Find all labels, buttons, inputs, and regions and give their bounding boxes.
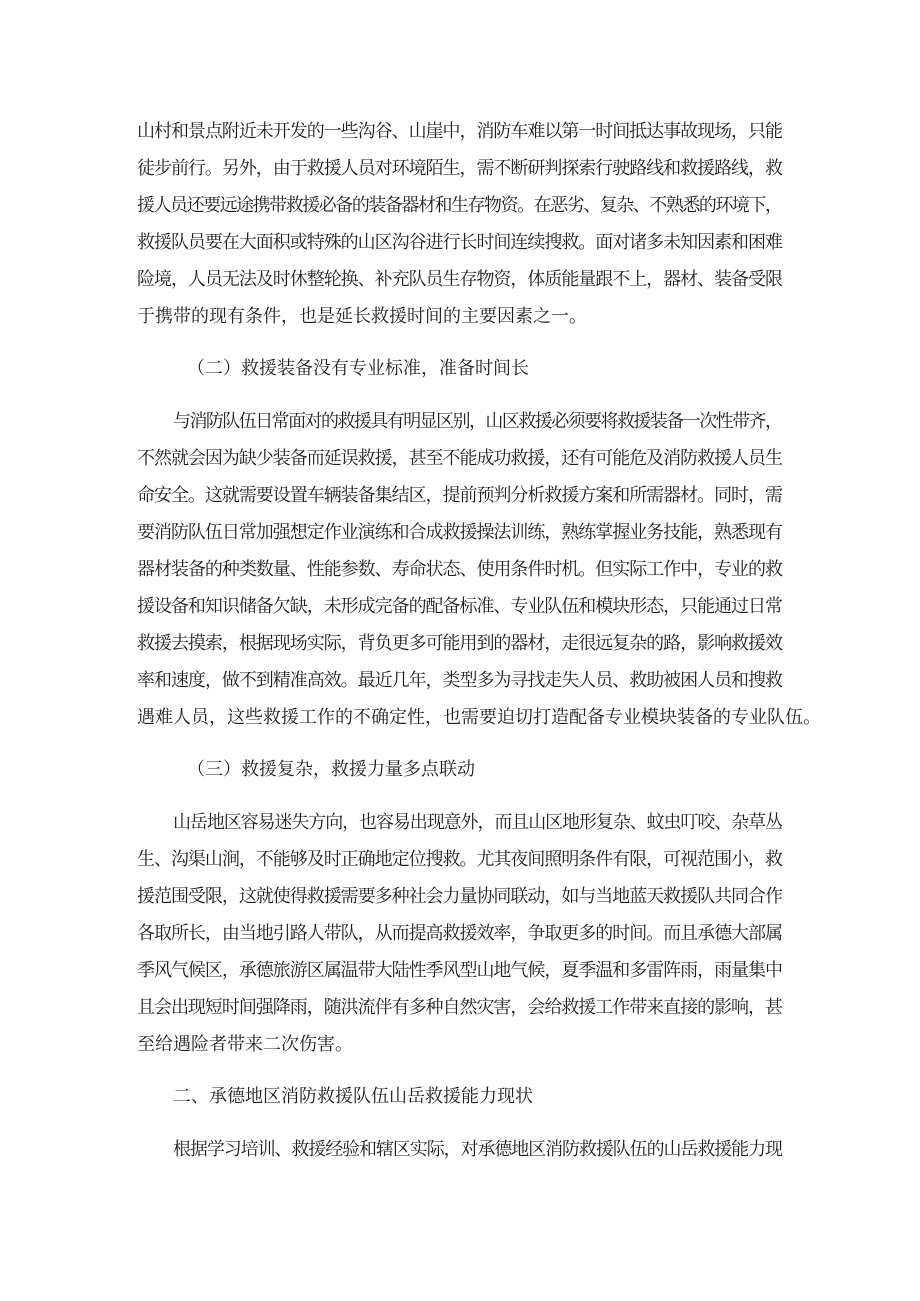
- text-line: 援范围受限，这就使得救援需要多种社会力量协同联动，如与当地蓝天救援队共同合作: [137, 886, 782, 907]
- text-line: 救援队员要在大面积或特殊的山区沟谷进行长时间连续搜救。面对诸多未知因素和困难: [137, 232, 782, 253]
- text-line: 徒步前行。另外，由于救援人员对环境陌生，需不断研判探索行驶路线和救援路线，救: [137, 158, 782, 179]
- text-line: 山岳地区容易迷失方向，也容易出现意外，而且山区地形复杂、蚊虫叮咬、杂草丛: [173, 812, 782, 833]
- text-line: 生、沟渠山涧，不能够及时正确地定位搜救。尤其夜间照明条件有限，可视范围小，救: [137, 849, 782, 870]
- text-line: 援设备和知识储备欠缺，未形成完备的配备标准、专业队伍和模块形态，只能通过日常: [137, 596, 782, 617]
- text-line: 且会出现短时间强降雨，随洪流伴有多种自然灾害，会给救援工作带来直接的影响，甚: [137, 997, 782, 1018]
- section-heading: （三）救援复杂，救援力量多点联动: [187, 759, 475, 780]
- text-line: 山村和景点附近未开发的一些沟谷、山崖中，消防车难以第一时间抵达事故现场，只能: [137, 121, 782, 142]
- text-line: 险境，人员无法及时休整轮换、补充队员生存物资，体质能量跟不上，器材、装备受限: [137, 269, 782, 290]
- text-line: 与消防队伍日常面对的救援具有明显区别，山区救援必须要将救援装备一次性带齐，: [173, 411, 782, 432]
- text-line: 季风气候区，承德旅游区属温带大陆性季风型山地气候，夏季温和多雷阵雨，雨量集中: [137, 960, 782, 981]
- text-line: 不然就会因为缺少装备而延误救援，甚至不能成功救援，还有可能危及消防救援人员生: [137, 448, 782, 469]
- text-line: 要消防队伍日常加强想定作业演练和合成救援操法训练，熟练掌握业务技能，熟悉现有: [137, 522, 782, 543]
- chapter-heading: 二、承德地区消防救援队伍山岳救援能力现状: [173, 1086, 533, 1107]
- text-line: 于携带的现有条件，也是延长救援时间的主要因素之一。: [137, 306, 587, 327]
- text-line: 命安全。这就需要设置车辆装备集结区，提前预判分析救援方案和所需器材。同时，需: [137, 485, 782, 506]
- section-heading: （二）救援装备没有专业标准，准备时间长: [187, 358, 529, 379]
- text-line: 至给遇险者带来二次伤害。: [137, 1034, 353, 1055]
- text-line: 各取所长，由当地引路人带队，从而提高救援效率，争取更多的时间。而且承德大部属: [137, 923, 782, 944]
- text-line: 器材装备的种类数量、性能参数、寿命状态、使用条件时机。但实际工作中，专业的救: [137, 559, 782, 580]
- text-line: 遇难人员，这些救援工作的不确定性，也需要迫切打造配备专业模块装备的专业队伍。: [137, 707, 821, 728]
- text-line: 率和速度，做不到精准高效。最近几年，类型多为寻找走失人员、救助被困人员和搜救: [137, 670, 782, 691]
- text-line: 援人员还要远途携带救援必备的装备器材和生存物资。在恶劣、复杂、不熟悉的环境下，: [137, 195, 782, 216]
- text-line: 根据学习培训、救援经验和辖区实际，对承德地区消防救援队伍的山岳救援能力现: [173, 1139, 782, 1160]
- text-line: 救援去摸索，根据现场实际，背负更多可能用到的器材，走很远复杂的路，影响救援效: [137, 633, 782, 654]
